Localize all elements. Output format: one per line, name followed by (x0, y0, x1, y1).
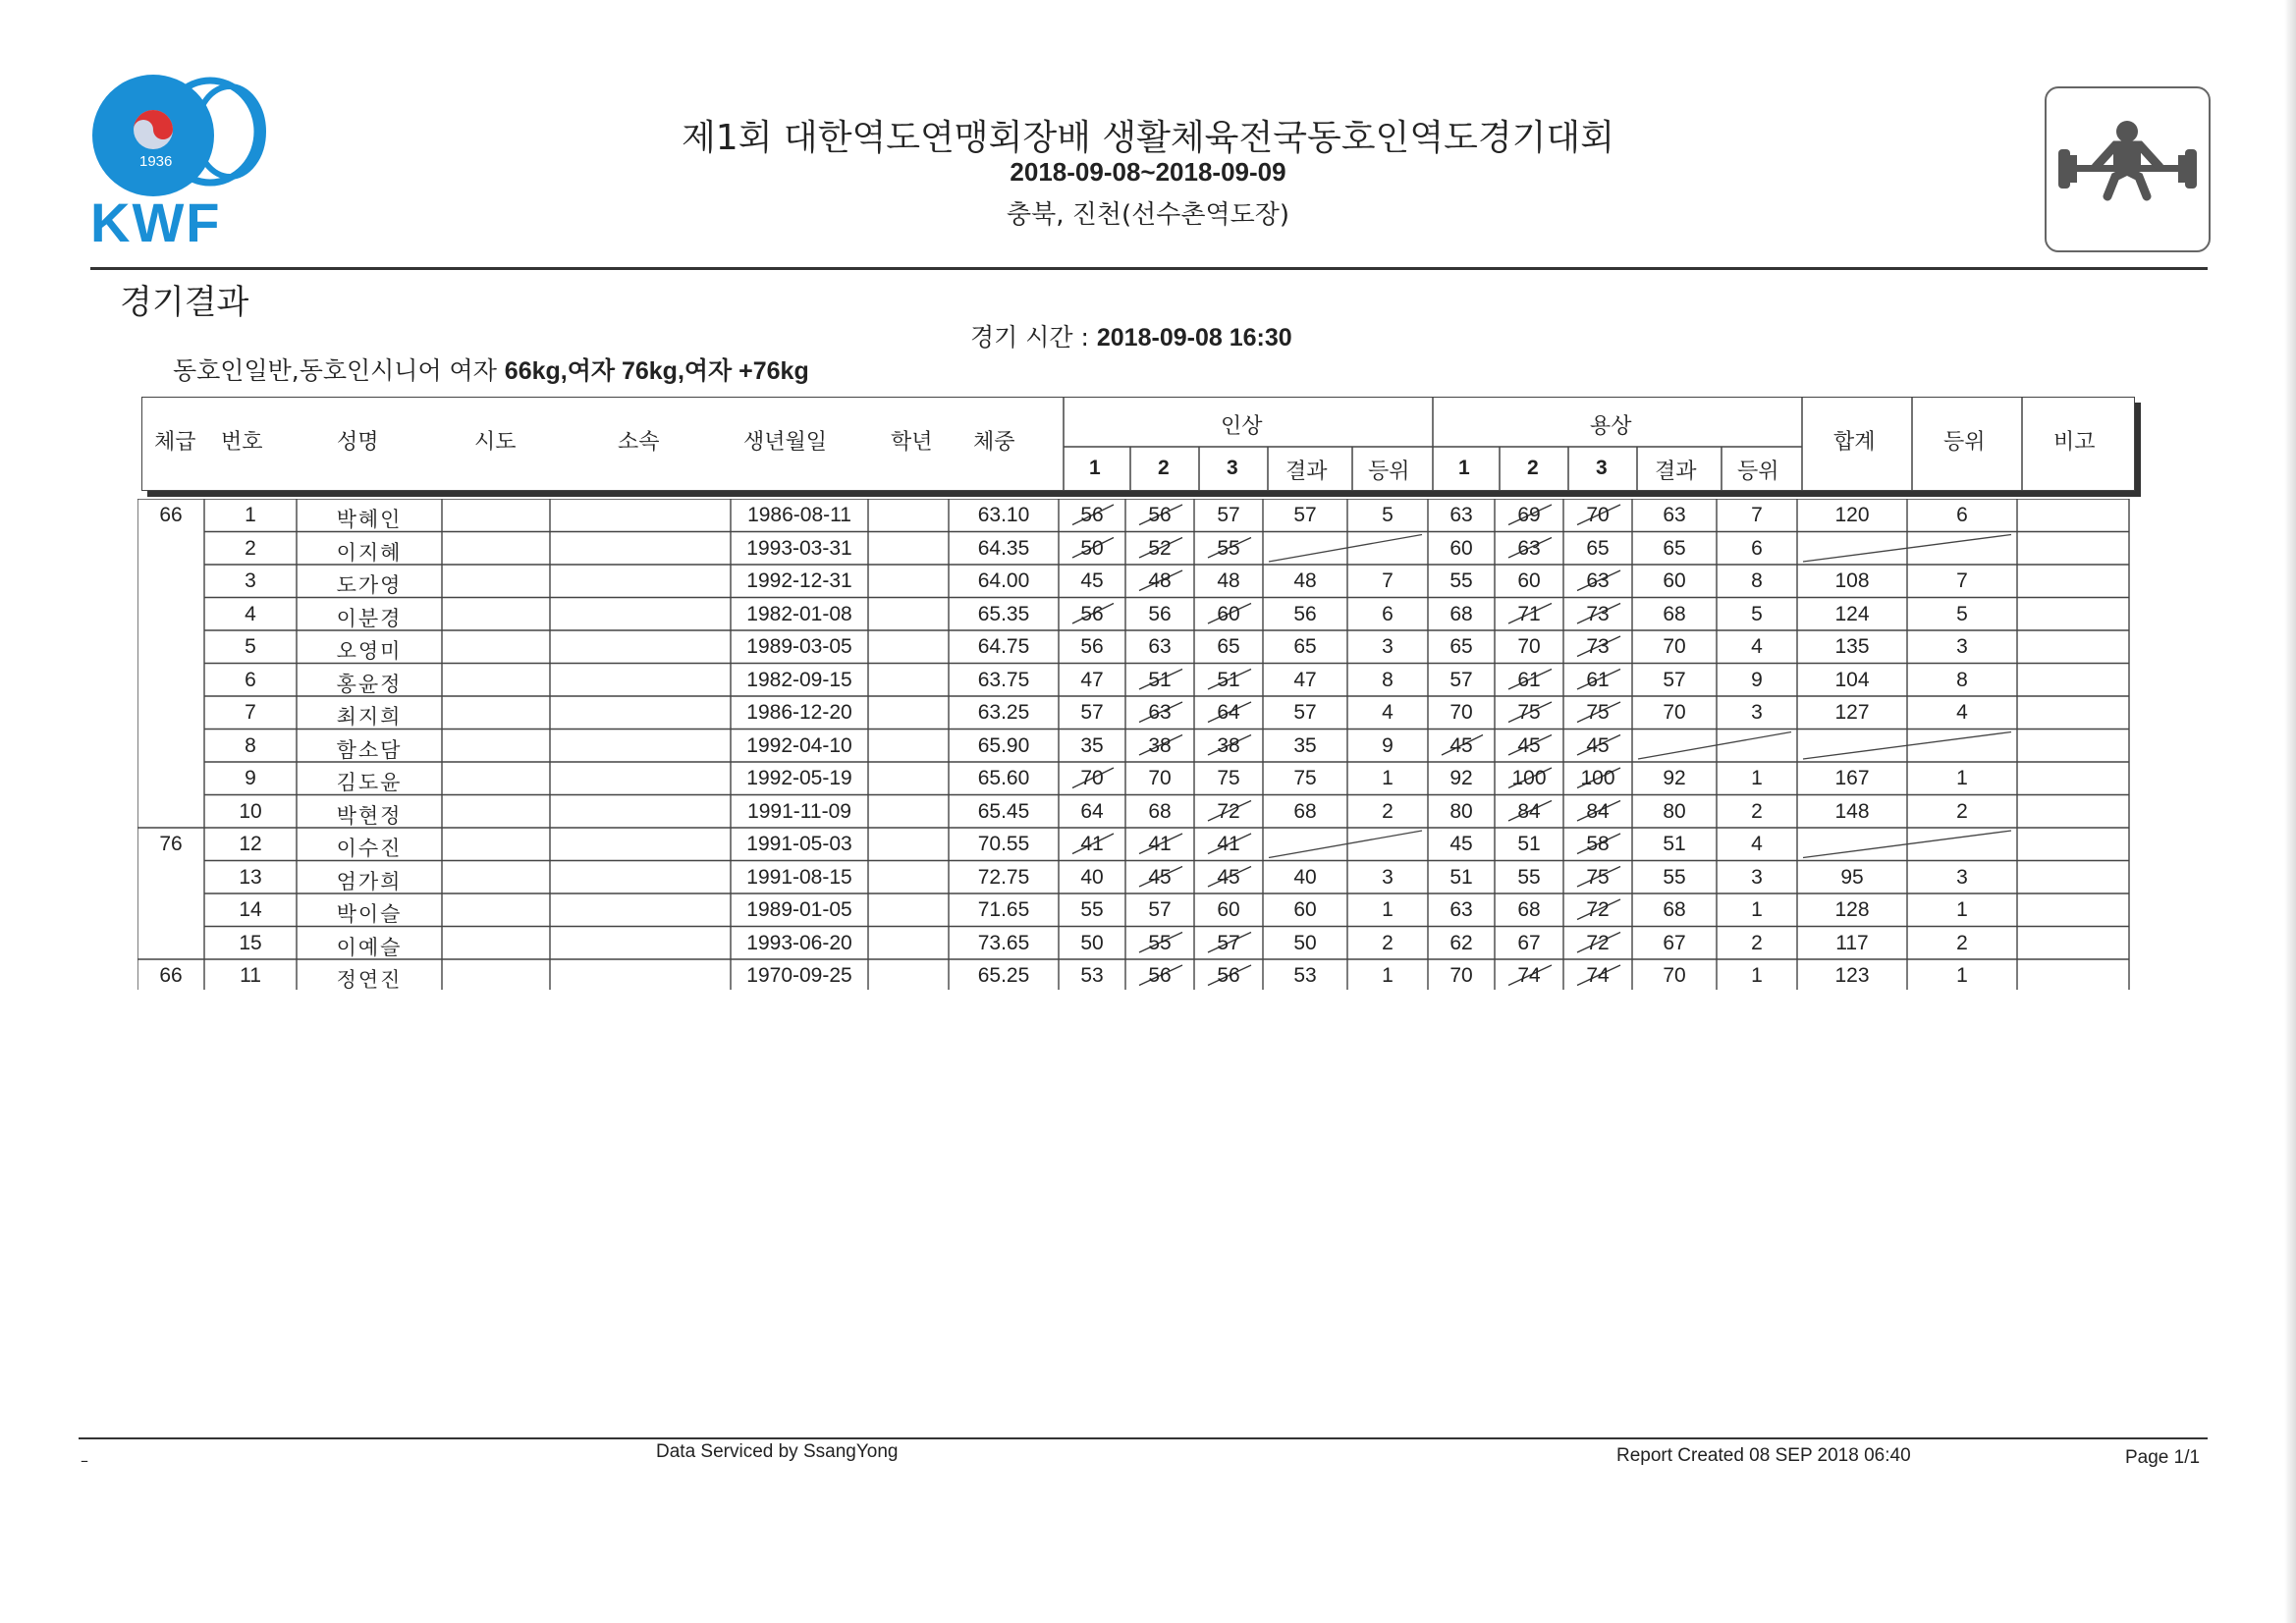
col-region: 시도 (474, 430, 517, 455)
snatch-attempt-3: 38 (1217, 733, 1240, 757)
footer-page: Page 1/1 (2125, 1447, 2201, 1468)
cj-attempt-1: 60 (1449, 536, 1473, 560)
footer-divider (79, 1437, 2208, 1439)
cj-place: 9 (1751, 668, 1763, 691)
body-weight-cell: 64.00 (977, 569, 1030, 592)
cj-attempt-3: 63 (1586, 569, 1610, 592)
snatch-attempt-1: 55 (1080, 898, 1104, 921)
cj-result: 70 (1663, 964, 1686, 987)
cj-attempt-1: 68 (1449, 602, 1473, 625)
snatch-attempt-3: 57 (1217, 504, 1240, 526)
total-cell: 120 (1834, 504, 1870, 526)
body-weight-cell: 71.65 (977, 898, 1030, 921)
cj-attempt-2: 67 (1517, 931, 1541, 954)
cj-attempt-1: 63 (1449, 504, 1473, 526)
weightlifter-icon (2045, 86, 2211, 252)
cj-place: 6 (1751, 536, 1763, 560)
snatch-attempt-1: 50 (1080, 536, 1104, 560)
cj-attempt-3: 84 (1586, 799, 1610, 823)
cj-attempt-1: 62 (1449, 931, 1473, 954)
footer-serviced: Data Serviced by SsangYong (656, 1441, 899, 1462)
snatch-result: 68 (1293, 799, 1317, 823)
cj-result: 60 (1663, 569, 1686, 592)
weight-class-cell: 66 (159, 504, 183, 526)
cj-attempt-1: 55 (1449, 569, 1473, 592)
number-cell: 13 (239, 865, 262, 889)
athlete-name: 도가영 (336, 573, 403, 597)
weight-class-cell: 76 (159, 833, 183, 855)
birth-date-cell: 1986-08-11 (747, 504, 851, 526)
snatch-attempt-2: 63 (1148, 701, 1172, 724)
total-cell: 95 (1840, 865, 1864, 889)
total-cell: 117 (1835, 931, 1869, 954)
rank-cell: 7 (1956, 569, 1968, 592)
rank-cell: 3 (1956, 865, 1968, 889)
cj-result: 51 (1663, 833, 1686, 855)
number-cell: 9 (245, 767, 256, 789)
time-label: 경기 시간 : (970, 323, 1089, 352)
col-sn-3: 3 (1227, 457, 1238, 479)
cj-place: 3 (1751, 865, 1763, 889)
rank-cell: 8 (1956, 668, 1968, 691)
snatch-place: 1 (1382, 964, 1394, 987)
snatch-result: 48 (1293, 569, 1317, 592)
col-name: 성명 (337, 430, 379, 455)
footer-mark: – (81, 1451, 88, 1470)
cj-attempt-3: 45 (1586, 733, 1610, 757)
snatch-attempt-2: 55 (1148, 931, 1172, 954)
snatch-result: 75 (1293, 767, 1317, 789)
rank-cell: 2 (1956, 799, 1968, 823)
cj-attempt-3: 74 (1586, 964, 1610, 987)
athlete-name: 오영미 (336, 639, 403, 663)
total-cell: 135 (1834, 635, 1870, 658)
header-divider (90, 267, 2208, 270)
snatch-attempt-1: 41 (1080, 833, 1104, 855)
snatch-place: 1 (1382, 767, 1394, 789)
snatch-attempt-3: 72 (1217, 799, 1240, 823)
snatch-attempt-1: 47 (1080, 668, 1104, 691)
snatch-attempt-2: 51 (1148, 668, 1172, 691)
total-cell: 108 (1834, 569, 1870, 592)
snatch-attempt-3: 41 (1217, 833, 1240, 855)
competition-time (970, 318, 1292, 353)
birth-date-cell: 1991-08-15 (746, 865, 852, 889)
col-rank: 등위 (1943, 430, 1986, 455)
section-title: 경기결과 (120, 283, 249, 322)
snatch-place: 2 (1382, 799, 1394, 823)
cj-attempt-2: 61 (1517, 668, 1541, 691)
athlete-name: 함소담 (336, 737, 403, 762)
athlete-name: 박혜인 (336, 508, 403, 531)
snatch-result: 47 (1293, 668, 1317, 691)
cj-result: 70 (1663, 701, 1686, 724)
snatch-attempt-2: 48 (1148, 569, 1172, 592)
snatch-attempt-1: 40 (1080, 865, 1104, 889)
cj-result: 68 (1663, 602, 1686, 625)
col-snatch: 인상 (1221, 414, 1263, 439)
birth-date-cell: 1992-05-19 (746, 767, 852, 789)
rank-cell: 2 (1956, 931, 1968, 954)
cj-place: 2 (1751, 931, 1763, 954)
rank-cell: 4 (1956, 701, 1968, 724)
snatch-attempt-1: 45 (1080, 569, 1104, 592)
snatch-place: 8 (1382, 668, 1394, 691)
cj-attempt-3: 72 (1586, 898, 1610, 921)
total-cell: 128 (1834, 898, 1870, 921)
cj-result: 67 (1663, 931, 1686, 954)
snatch-result: 65 (1293, 635, 1317, 658)
category-line (173, 352, 809, 387)
number-cell: 6 (245, 668, 256, 691)
cj-place: 2 (1751, 799, 1763, 823)
cj-attempt-1: 70 (1449, 701, 1473, 724)
snatch-place: 6 (1382, 602, 1394, 625)
snatch-place: 9 (1382, 733, 1394, 757)
col-affiliation: 소속 (618, 430, 660, 455)
number-cell: 14 (239, 898, 262, 921)
body-weight-cell: 64.35 (977, 536, 1030, 560)
snatch-attempt-1: 35 (1080, 733, 1104, 757)
table-header (141, 397, 2135, 491)
snatch-attempt-2: 52 (1148, 536, 1172, 560)
snatch-attempt-2: 41 (1148, 833, 1172, 855)
number-cell: 8 (245, 733, 256, 757)
body-weight-cell: 65.90 (977, 733, 1030, 757)
cj-attempt-3: 61 (1586, 668, 1610, 691)
weight-class-cell: 66 (159, 964, 183, 987)
snatch-place: 3 (1382, 635, 1394, 658)
cj-attempt-1: 92 (1449, 767, 1473, 789)
birth-date-cell: 1989-01-05 (746, 898, 852, 921)
competition-venue: 충북, 진천(선수촌역도장) (1007, 200, 1289, 230)
birth-date-cell: 1982-09-15 (746, 668, 852, 691)
number-cell: 11 (240, 964, 261, 987)
cj-attempt-3: 75 (1586, 865, 1610, 889)
body-weight-cell: 65.45 (977, 799, 1030, 823)
body-weight-cell: 63.10 (977, 504, 1030, 526)
snatch-attempt-3: 57 (1217, 931, 1240, 954)
snatch-attempt-3: 45 (1217, 865, 1240, 889)
number-cell: 5 (245, 635, 256, 658)
col-note: 비고 (2053, 430, 2096, 455)
snatch-attempt-3: 64 (1217, 701, 1240, 724)
col-cj-3: 3 (1596, 457, 1608, 479)
birth-date-cell: 1989-03-05 (746, 635, 852, 658)
birth-date-cell: 1970-09-25 (746, 964, 852, 987)
snatch-attempt-3: 65 (1217, 635, 1240, 658)
col-number: 번호 (221, 430, 263, 455)
rank-cell: 1 (1956, 898, 1968, 921)
athlete-name: 최지희 (336, 705, 403, 729)
snatch-place: 7 (1382, 569, 1394, 592)
athlete-name: 이지혜 (336, 540, 403, 565)
col-total: 합계 (1833, 430, 1876, 455)
athlete-name: 이분경 (336, 606, 403, 630)
snatch-attempt-3: 60 (1217, 602, 1240, 625)
birth-date-cell: 1993-03-31 (746, 536, 852, 560)
cj-attempt-3: 70 (1586, 504, 1610, 526)
body-weight-cell: 65.35 (977, 602, 1030, 625)
col-body-weight: 체중 (973, 430, 1015, 455)
cj-attempt-2: 51 (1517, 833, 1541, 855)
total-cell: 124 (1834, 602, 1870, 625)
cj-attempt-3: 72 (1586, 931, 1610, 954)
time-value: 2018-09-08 16:30 (1096, 324, 1292, 352)
col-sn-result: 결과 (1285, 460, 1328, 484)
athlete-name: 이수진 (336, 837, 403, 860)
snatch-result: 57 (1293, 504, 1317, 526)
col-cj-1: 1 (1458, 457, 1470, 479)
athlete-name: 홍윤정 (336, 672, 403, 696)
body-weight-cell: 70.55 (977, 833, 1030, 855)
body-weight-cell: 72.75 (977, 865, 1030, 889)
snatch-attempt-2: 63 (1148, 635, 1172, 658)
snatch-attempt-2: 68 (1148, 799, 1172, 823)
col-sn-1: 1 (1089, 457, 1101, 479)
number-cell: 1 (245, 504, 256, 526)
cj-attempt-2: 70 (1517, 635, 1541, 658)
cj-attempt-1: 63 (1449, 898, 1473, 921)
no-result-mark (1269, 831, 1422, 858)
birth-date-cell: 1992-04-10 (746, 733, 852, 757)
body-weight-cell: 65.25 (977, 964, 1030, 987)
total-cell: 123 (1834, 964, 1870, 987)
number-cell: 12 (239, 833, 262, 855)
cj-result: 57 (1663, 668, 1686, 691)
number-cell: 7 (245, 701, 256, 724)
competition-title: 제1회 대한역도연맹회장배 생활체육전국동호인역도경기대회 (682, 118, 1614, 158)
cj-attempt-1: 65 (1449, 635, 1473, 658)
cj-attempt-1: 70 (1449, 964, 1473, 987)
snatch-attempt-2: 57 (1148, 898, 1172, 921)
rank-cell: 1 (1956, 767, 1968, 789)
snatch-result: 53 (1293, 964, 1317, 987)
snatch-place: 1 (1382, 898, 1394, 921)
snatch-attempt-3: 55 (1217, 536, 1240, 560)
col-clean-jerk: 용상 (1590, 414, 1632, 439)
total-cell: 167 (1834, 767, 1870, 789)
cj-attempt-2: 100 (1511, 767, 1547, 789)
body-weight-cell: 65.60 (977, 767, 1030, 789)
cj-attempt-2: 74 (1517, 964, 1541, 987)
body-weight-cell: 63.25 (977, 701, 1030, 724)
snatch-attempt-2: 56 (1148, 964, 1172, 987)
scan-edge (2284, 0, 2296, 1623)
col-cj-2: 2 (1527, 457, 1539, 479)
snatch-attempt-1: 53 (1080, 964, 1104, 987)
snatch-place: 2 (1382, 931, 1394, 954)
total-cell: 148 (1834, 799, 1870, 823)
snatch-attempt-1: 56 (1080, 602, 1104, 625)
cj-result: 55 (1663, 865, 1686, 889)
category-classes: 66kg,여자 76kg,여자 +76kg (504, 357, 809, 385)
snatch-result: 60 (1293, 898, 1317, 921)
col-weight-class: 체급 (154, 430, 196, 455)
snatch-attempt-2: 56 (1148, 504, 1172, 526)
cj-result: 65 (1663, 536, 1686, 560)
snatch-result: 40 (1293, 865, 1317, 889)
cj-attempt-3: 73 (1586, 635, 1610, 658)
cj-place: 1 (1751, 964, 1763, 987)
birth-date-cell: 1982-01-08 (746, 602, 852, 625)
body-weight-cell: 73.65 (977, 931, 1030, 954)
cj-attempt-2: 71 (1517, 602, 1541, 625)
cj-attempt-2: 69 (1517, 504, 1541, 526)
rank-cell: 3 (1956, 635, 1968, 658)
col-cj-result: 결과 (1655, 460, 1697, 484)
number-cell: 10 (239, 799, 262, 823)
cj-result: 80 (1663, 799, 1686, 823)
snatch-attempt-3: 51 (1217, 668, 1240, 691)
snatch-attempt-1: 64 (1080, 799, 1104, 823)
athlete-name: 정연진 (336, 968, 403, 992)
athlete-name: 김도윤 (336, 771, 403, 794)
footer-report: Report Created 08 SEP 2018 06:40 (1616, 1445, 1911, 1466)
snatch-place: 5 (1382, 504, 1394, 526)
cj-place: 5 (1751, 602, 1763, 625)
birth-date-cell: 1991-05-03 (746, 833, 852, 855)
snatch-attempt-2: 70 (1148, 767, 1172, 789)
cj-attempt-2: 75 (1517, 701, 1541, 724)
cj-place: 7 (1751, 504, 1763, 526)
snatch-place: 4 (1382, 701, 1394, 724)
snatch-attempt-2: 45 (1148, 865, 1172, 889)
snatch-attempt-2: 56 (1148, 602, 1172, 625)
number-cell: 4 (245, 602, 256, 625)
snatch-attempt-3: 56 (1217, 964, 1240, 987)
cj-result: 92 (1663, 767, 1686, 789)
body-weight-cell: 64.75 (977, 635, 1030, 658)
col-grade: 학년 (891, 430, 933, 455)
cj-attempt-1: 45 (1449, 833, 1473, 855)
total-cell: 104 (1834, 668, 1870, 691)
snatch-attempt-1: 56 (1080, 504, 1104, 526)
birth-date-cell: 1992-12-31 (746, 569, 852, 592)
number-cell: 3 (245, 569, 256, 592)
cj-place: 8 (1751, 569, 1763, 592)
number-cell: 15 (239, 931, 262, 954)
category-prefix: 동호인일반,동호인시니어 여자 (173, 356, 505, 385)
cj-place: 4 (1751, 635, 1763, 658)
snatch-place: 3 (1382, 865, 1394, 889)
rank-cell: 1 (1956, 964, 1968, 987)
cj-result: 63 (1663, 504, 1686, 526)
snatch-attempt-3: 60 (1217, 898, 1240, 921)
no-result-mark (1269, 535, 1422, 563)
snatch-attempt-1: 50 (1080, 931, 1104, 954)
total-cell: 127 (1834, 701, 1870, 724)
snatch-result: 56 (1293, 602, 1317, 625)
birth-date-cell: 1986-12-20 (746, 701, 852, 724)
cj-attempt-2: 63 (1517, 536, 1541, 560)
col-sn-place: 등위 (1368, 460, 1410, 484)
rank-cell: 6 (1956, 504, 1968, 526)
snatch-attempt-1: 56 (1080, 635, 1104, 658)
cj-attempt-3: 58 (1586, 833, 1610, 855)
athlete-name: 이예슬 (336, 935, 403, 959)
snatch-attempt-3: 75 (1217, 767, 1240, 789)
logo-year: 1936 (139, 153, 173, 170)
cj-attempt-2: 60 (1517, 569, 1541, 592)
body-weight-cell: 63.75 (977, 668, 1030, 691)
snatch-attempt-2: 38 (1148, 733, 1172, 757)
cj-attempt-1: 51 (1449, 865, 1473, 889)
no-result-mark (1638, 732, 1791, 760)
snatch-result: 50 (1293, 931, 1317, 954)
snatch-attempt-1: 70 (1080, 767, 1104, 789)
snatch-attempt-1: 57 (1080, 701, 1104, 724)
athlete-name: 박이슬 (336, 902, 403, 926)
snatch-result: 57 (1293, 701, 1317, 724)
cj-attempt-2: 45 (1517, 733, 1541, 757)
col-birth: 생년월일 (743, 430, 828, 455)
cj-attempt-1: 57 (1449, 668, 1473, 691)
cj-attempt-3: 75 (1586, 701, 1610, 724)
athlete-name: 박현정 (336, 803, 403, 828)
cj-place: 3 (1751, 701, 1763, 724)
cj-attempt-3: 65 (1586, 536, 1610, 560)
cj-attempt-3: 73 (1586, 602, 1610, 625)
number-cell: 2 (245, 536, 256, 560)
cj-attempt-1: 80 (1449, 799, 1473, 823)
cj-attempt-1: 45 (1449, 733, 1473, 757)
cj-place: 1 (1751, 898, 1763, 921)
cj-attempt-2: 84 (1517, 799, 1541, 823)
cj-place: 4 (1751, 833, 1763, 855)
competition-dates: 2018-09-08~2018-09-09 (1010, 157, 1286, 187)
cj-attempt-2: 68 (1517, 898, 1541, 921)
cj-result: 68 (1663, 898, 1686, 921)
cj-attempt-2: 55 (1517, 865, 1541, 889)
col-sn-2: 2 (1158, 457, 1170, 479)
athlete-name: 엄가희 (336, 869, 403, 893)
cj-attempt-3: 100 (1580, 767, 1615, 789)
birth-date-cell: 1991-11-09 (747, 799, 851, 823)
snatch-attempt-3: 48 (1217, 569, 1240, 592)
col-cj-place: 등위 (1737, 460, 1779, 484)
cj-result: 70 (1663, 635, 1686, 658)
cj-place: 1 (1751, 767, 1763, 789)
rank-cell: 5 (1956, 602, 1968, 625)
snatch-result: 35 (1293, 733, 1317, 757)
birth-date-cell: 1993-06-20 (746, 931, 852, 954)
logo-text: KWF (90, 191, 222, 253)
